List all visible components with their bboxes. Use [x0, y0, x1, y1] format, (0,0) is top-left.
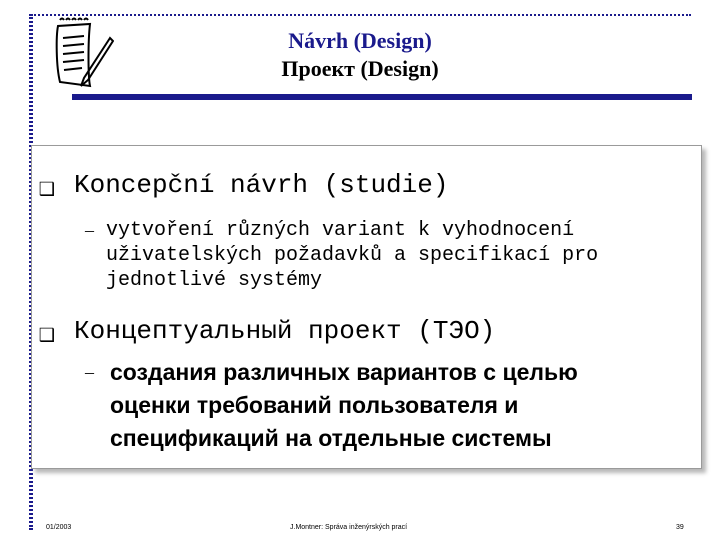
item2-line: создания различных вариантов с целью	[110, 359, 578, 385]
item2-dash: –	[85, 362, 94, 382]
footer-date: 01/2003	[46, 524, 72, 531]
item1-heading: Koncepční návrh (studie)	[74, 170, 449, 200]
top-dotted-border	[31, 14, 691, 18]
item1-line: jednotlivé systémy	[106, 269, 323, 292]
item1-dash: –	[85, 220, 94, 240]
box-bullet-icon: ❑	[39, 318, 55, 348]
footer-page-number: 39	[676, 524, 684, 531]
title-line-czech: Návrh (Design)	[288, 28, 432, 53]
item2-line: спецификаций на отдельные системы	[110, 425, 552, 451]
content-box	[31, 145, 702, 469]
title-underline	[72, 94, 692, 100]
footer-center: J.Montner: Správa inženýrských prací	[290, 524, 408, 531]
slide-title	[180, 28, 540, 84]
title-line-russian: Проект (Design)	[281, 56, 439, 81]
item2-body	[110, 356, 692, 455]
item1-line: vytvoření různých variant k vyhodnocení	[106, 219, 575, 242]
notepad-pen-icon	[50, 16, 114, 90]
item2-line: оценки требований пользователя и	[110, 392, 519, 418]
item1-line: uživatelských požadavků a specifikací pro	[106, 244, 599, 267]
item2-heading: Концептуальный проект (ТЭО)	[74, 316, 496, 346]
box-bullet-icon: ❑	[39, 172, 55, 202]
item1-body	[106, 218, 688, 293]
